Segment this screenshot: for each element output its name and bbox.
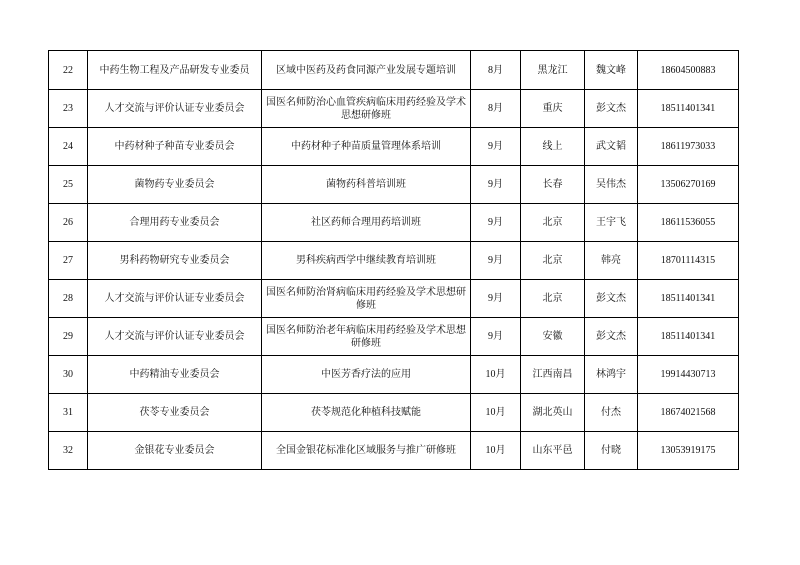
committee-cell: 中药材种子种苗专业委员会 — [88, 128, 262, 166]
phone-cell: 18701114315 — [638, 242, 739, 280]
training-cell: 区域中医药及药食同源产业发展专题培训 — [262, 51, 471, 90]
contact-cell: 吴伟杰 — [585, 166, 638, 204]
phone-cell: 18511401341 — [638, 90, 739, 128]
contact-cell: 付晓 — [585, 432, 638, 470]
row-number: 23 — [49, 90, 88, 128]
training-cell: 菌物药科普培训班 — [262, 166, 471, 204]
month-cell: 8月 — [471, 90, 521, 128]
committee-cell: 人才交流与评价认证专业委员会 — [88, 318, 262, 356]
row-number: 31 — [49, 394, 88, 432]
phone-cell: 18611973033 — [638, 128, 739, 166]
committee-cell: 中药精油专业委员会 — [88, 356, 262, 394]
location-cell: 重庆 — [521, 90, 585, 128]
location-cell: 湖北英山 — [521, 394, 585, 432]
row-number: 26 — [49, 204, 88, 242]
table-row — [49, 318, 739, 356]
location-cell: 北京 — [521, 280, 585, 318]
contact-cell: 王宇飞 — [585, 204, 638, 242]
training-cell: 茯苓规范化种植科技赋能 — [262, 394, 471, 432]
table-row — [49, 51, 739, 90]
table-body — [49, 51, 739, 470]
month-cell: 10月 — [471, 432, 521, 470]
training-cell: 全国金银花标准化区域服务与推广研修班 — [262, 432, 471, 470]
contact-cell: 彭文杰 — [585, 318, 638, 356]
training-cell: 男科疾病西学中继续教育培训班 — [262, 242, 471, 280]
contact-cell: 武文韬 — [585, 128, 638, 166]
month-cell: 9月 — [471, 280, 521, 318]
month-cell: 10月 — [471, 356, 521, 394]
row-number: 32 — [49, 432, 88, 470]
location-cell: 线上 — [521, 128, 585, 166]
table-row — [49, 356, 739, 394]
committee-cell: 人才交流与评价认证专业委员会 — [88, 280, 262, 318]
month-cell: 9月 — [471, 204, 521, 242]
row-number: 28 — [49, 280, 88, 318]
row-number: 22 — [49, 51, 88, 90]
committee-cell: 合理用药专业委员会 — [88, 204, 262, 242]
committee-cell: 人才交流与评价认证专业委员会 — [88, 90, 262, 128]
location-cell: 山东平邑 — [521, 432, 585, 470]
phone-cell: 18674021568 — [638, 394, 739, 432]
location-cell: 江西南昌 — [521, 356, 585, 394]
committee-cell: 男科药物研究专业委员会 — [88, 242, 262, 280]
month-cell: 8月 — [471, 51, 521, 90]
committee-cell: 中药生物工程及产品研发专业委员 — [88, 51, 262, 90]
training-cell: 国医名师防治心血管疾病临床用药经验及学术思想研修班 — [262, 90, 471, 128]
contact-cell: 韩亮 — [585, 242, 638, 280]
phone-cell: 18611536055 — [638, 204, 739, 242]
contact-cell: 付杰 — [585, 394, 638, 432]
training-cell: 国医名师防治老年病临床用药经验及学术思想研修班 — [262, 318, 471, 356]
contact-cell: 彭文杰 — [585, 280, 638, 318]
committee-cell: 金银花专业委员会 — [88, 432, 262, 470]
training-schedule-table — [48, 50, 739, 470]
contact-cell: 林鸿宇 — [585, 356, 638, 394]
month-cell: 9月 — [471, 166, 521, 204]
phone-cell: 13053919175 — [638, 432, 739, 470]
table-row — [49, 394, 739, 432]
contact-cell: 魏文峰 — [585, 51, 638, 90]
committee-cell: 菌物药专业委员会 — [88, 166, 262, 204]
row-number: 25 — [49, 166, 88, 204]
location-cell: 北京 — [521, 242, 585, 280]
phone-cell: 18511401341 — [638, 280, 739, 318]
location-cell: 安徽 — [521, 318, 585, 356]
location-cell: 长春 — [521, 166, 585, 204]
table-row — [49, 432, 739, 470]
row-number: 30 — [49, 356, 88, 394]
phone-cell: 13506270169 — [638, 166, 739, 204]
table-row — [49, 90, 739, 128]
row-number: 24 — [49, 128, 88, 166]
month-cell: 9月 — [471, 318, 521, 356]
location-cell: 北京 — [521, 204, 585, 242]
row-number: 27 — [49, 242, 88, 280]
training-cell: 国医名师防治肾病临床用药经验及学术思想研修班 — [262, 280, 471, 318]
table-row — [49, 166, 739, 204]
month-cell: 10月 — [471, 394, 521, 432]
committee-cell: 茯苓专业委员会 — [88, 394, 262, 432]
table-row — [49, 280, 739, 318]
contact-cell: 彭文杰 — [585, 90, 638, 128]
phone-cell: 18604500883 — [638, 51, 739, 90]
row-number: 29 — [49, 318, 88, 356]
table-row — [49, 242, 739, 280]
month-cell: 9月 — [471, 128, 521, 166]
table-row — [49, 204, 739, 242]
location-cell: 黑龙江 — [521, 51, 585, 90]
phone-cell: 19914430713 — [638, 356, 739, 394]
training-cell: 中药材种子种苗质量管理体系培训 — [262, 128, 471, 166]
table-row — [49, 128, 739, 166]
month-cell: 9月 — [471, 242, 521, 280]
training-cell: 中医芳香疗法的应用 — [262, 356, 471, 394]
phone-cell: 18511401341 — [638, 318, 739, 356]
training-cell: 社区药师合理用药培训班 — [262, 204, 471, 242]
